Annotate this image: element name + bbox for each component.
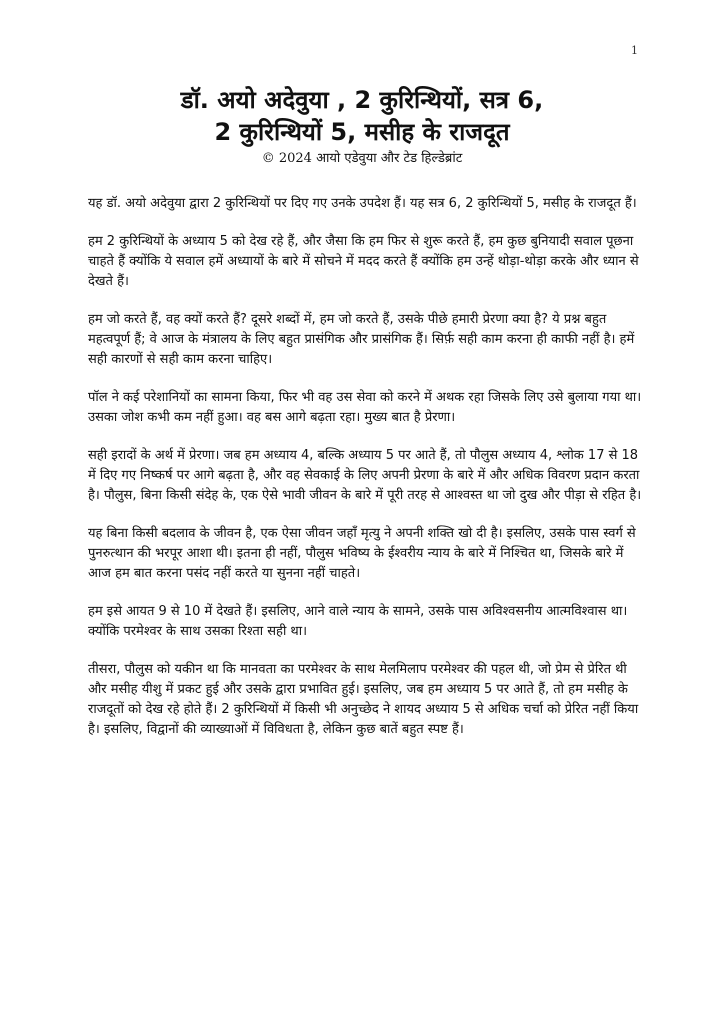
page-number: 1 — [631, 44, 638, 57]
title-block — [60, 84, 664, 168]
page-title-line-1: डॉ. अयो अदेवुया , 2 कुरिन्थियों, सत्र 6, — [180, 86, 544, 114]
paragraph: हम 2 कुरिन्थियों के अध्याय 5 को देख रहे हैं, और जैसा कि हम फिर से शुरू करते हैं, हम कुछ बुनियादी सवाल पूछना चाहते हैं क्योंकि ये सवाल हमें अध्यायों के बारे में सोचने में मदद करते हैं क्योंकि हम उन्हें थोड़ा-थोड़ा करके और ध्यान से देखते हैं। — [88, 234, 639, 289]
paragraph: यह डॉ. अयो अदेवुया द्वारा 2 कुरिन्थियों पर दिए गए उनके उपदेश हैं। यह सत्र 6, 2 कुरिन्थियों 5, मसीह के राजदूत हैं। — [88, 196, 637, 211]
paragraph: यह बिना किसी बदलाव के जीवन है, एक ऐसा जीवन जहाँ मृत्यु ने अपनी शक्ति खो दी है। इसलिए, उसके पास स्वर्ग से पुनरुत्थान की भरपूर आशा थी। इतना ही नहीं, पौलुस भविष्य के ईश्वरीय न्याय के बारे में निश्चित था, जिसके बारे में आज हम बात करना पसंद नहीं करते या सुनना नहीं चाहते। — [88, 526, 636, 581]
paragraph: हम इसे आयत 9 से 10 में देखते हैं। इसलिए, आने वाले न्याय के सामने, उसके पास अविश्वसनीय आत्मविश्वास था। क्योंकि परमेश्वर के साथ उसका रिश्ता सही था। — [88, 604, 628, 639]
paragraph: तीसरा, पौलुस को यकीन था कि मानवता का परमेश्वर के साथ मेलमिलाप परमेश्वर की पहल थी, जो प्रेम से प्रेरित थी और मसीह यीशु में प्रकट हुई और उसके द्वारा प्रभावित हुई। इसलिए, जब हम अध्याय 5 पर आते हैं, तो हम मसीह के राजदूतों को देख रहे होते हैं। 2 कुरिन्थियों में किसी भी अनुच्छेद ने शायद अध्याय 5 से अधिक चर्चा को प्रेरित नहीं किया है। इसलिए, विद्वानों की व्याख्याओं में विविधता है, लेकिन कुछ बातें बहुत स्पष्ट हैं। — [88, 662, 639, 737]
paragraph: सही इरादों के अर्थ में प्रेरणा। जब हम अध्याय 4, बल्कि अध्याय 5 पर आते हैं, तो पौलुस अध्याय 4, श्लोक 17 से 18 में दिए गए निष्कर्ष पर आगे बढ़ता है, और वह सेवकाई के लिए अपनी प्रेरणा के बारे में और अधिक विवरण प्रदान करता है। पौलुस, बिना किसी संदेह के, एक ऐसे भावी जीवन के बारे में पूरी तरह से आश्वस्त था जो दुख और पीड़ा से रहित है। — [88, 448, 642, 503]
page-title-line-2: 2 कुरिन्थियों 5, मसीह के राजदूत — [214, 118, 510, 146]
paragraph: पॉल ने कई परेशानियों का सामना किया, फिर भी वह उस सेवा को करने में अथक रहा जिसके लिए उसे बुलाया गया था। उसका जोश कभी कम नहीं हुआ। वह बस आगे बढ़ता रहा। मुख्य बात है प्रेरणा। — [88, 390, 642, 425]
copyright-notice: © 2024 आयो एडेवुया और टेड हिल्डेब्रांट — [261, 151, 463, 166]
document-body — [88, 194, 648, 758]
paragraph: हम जो करते हैं, वह क्यों करते हैं? दूसरे शब्दों में, हम जो करते हैं, उसके पीछे हमारी प्रेरणा क्या है? ये प्रश्न बहुत महत्वपूर्ण हैं; वे आज के मंत्रालय के लिए बहुत प्रासंगिक और प्रासंगिक हैं। सिर्फ़ सही काम करना ही काफी नहीं है। हमें सही कारणों से सही काम करना चाहिए। — [88, 312, 635, 367]
